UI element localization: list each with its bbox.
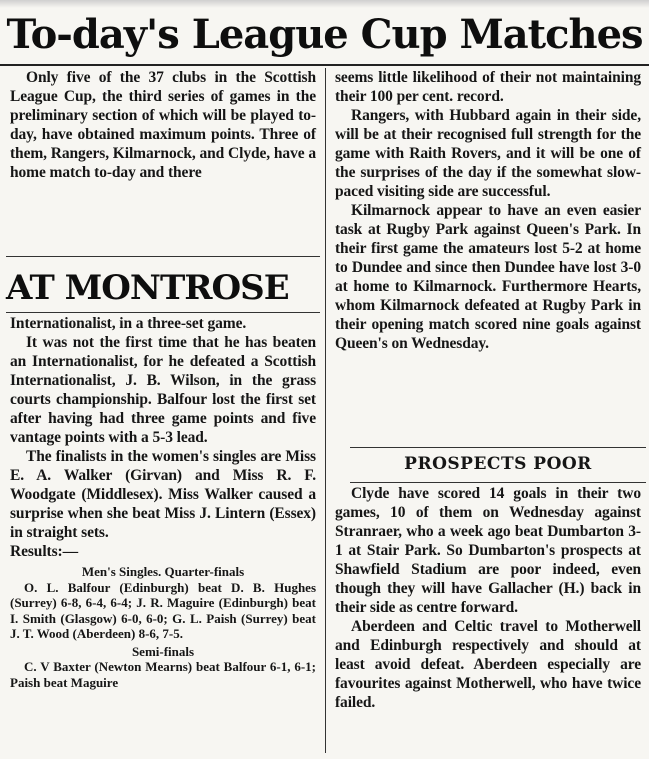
prospects-subhead: PROSPECTS POOR — [404, 454, 592, 474]
paragraph: The finalists in the women's singles are Miss E. A. Walker (Girvan) and Miss R. F. Woodgate (Middlesex). Miss Walker caused a surprise when she beat Miss J. Lintern (Essex) in straight sets. — [10, 448, 316, 541]
paragraph: Aberdeen and Celtic travel to Motherwell and Edinburgh respectively and should at least avoid defeat. Aberdeen especially are favourites against Motherwell, who have twice failed. — [335, 618, 641, 711]
left-intro — [10, 68, 316, 182]
paragraph: Kilmarnock appear to have an even easier task at Rugby Park against Queen's Park. In their first game the amateurs lost 5-2 at home to Dundee and since then Dundee have lost 3-0 at home to Kilmarnock. Furthermore Hearts, whom Kilmarnock defeated at Rugby Park in their opening match scored nine goals against Queen's on Wednesday. — [335, 202, 641, 352]
left-article — [10, 314, 316, 690]
headline-rule — [0, 64, 649, 66]
right-article-bottom — [335, 484, 641, 712]
mens-singles-heading: Men's Singles. Quarter-finals — [81, 564, 245, 579]
column-divider — [325, 68, 326, 753]
montrose-subhead: AT MONTROSE — [6, 268, 289, 308]
headline: To-day's League Cup Matches — [6, 11, 643, 58]
semi-final-results: C. V Baxter (Newton Mearns) beat Balfour 6-1, 6-1; Paish beat Maguire — [10, 659, 316, 690]
paragraph: Rangers, with Hubbard again in their side, will be at their recognised full strength for the game with Raith Rovers, and it will be one of the surprises of the day if the somewhat slow-paced visiting side are successful. — [335, 107, 641, 200]
quarter-final-results: O. L. Balfour (Edinburgh) beat D. B. Hughes (Surrey) 6-8, 6-4, 6-4; J. R. Maguire (Edinburgh) beat I. Smith (Glasgow) 6-0, 6-0; G. L. Paish (Surrey) beat J. T. Wood (Aberdeen) 8-6, 7-5. — [10, 579, 316, 641]
paragraph: Clyde have scored 14 goals in their two games, 10 of them on Wednesday against Stranraer, who a week ago beat Dumbarton 3-1 at Stair Park. So Dumbarton's prospects at Shawfield Stadium are poor indeed, even though they will have Gallacher (H.) back in their side as centre forward. — [335, 485, 641, 616]
paragraph: seems little likelihood of their not maintaining their 100 per cent. record. — [335, 69, 641, 105]
intro-paragraph: Only five of the 37 clubs in the Scottish League Cup, the third series of games in the preliminary section of which will be played to-day, have obtained maximum points. Three of them, Rangers, Kilmarnock, and Clyde, have a home match to-day and there — [10, 69, 316, 181]
semi-finals-heading: Semi-finals — [131, 643, 195, 659]
intro-box-rule — [6, 256, 320, 257]
paragraph: It was not the first time that he has beaten an Internationalist, for he defeated a Scottish Internationalist, J. B. Wilson, in the grass courts championship. Balfour lost the first set after having had three game points and five vantage points with a 5-3 lead. — [10, 334, 316, 446]
results-label: Results:— — [10, 543, 78, 560]
montrose-rule — [6, 312, 320, 313]
right-article-top — [335, 68, 641, 353]
paragraph: Internationalist, in a three-set game. — [10, 315, 247, 332]
